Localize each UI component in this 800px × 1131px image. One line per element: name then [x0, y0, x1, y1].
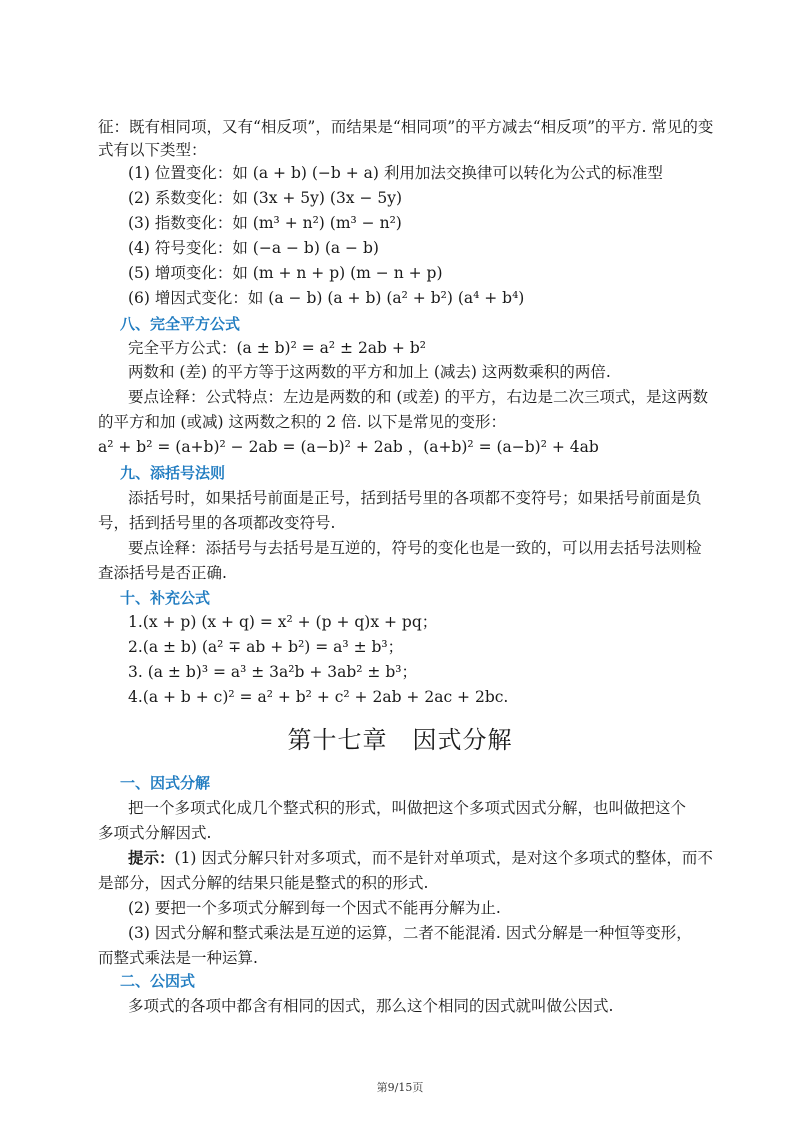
- formula-line: a² + b² = (a+b)² − 2ab = (a−b)² + 2ab ，(a+b)² = (a−b)² + 4ab: [98, 438, 599, 456]
- tip-text: (1) 因式分解只针对多项式，而不是针对单项式，是对这个多项式的整体，而不: [174, 849, 713, 867]
- text-line: 号，括到括号里的各项都改变符号.: [98, 514, 336, 532]
- list-item: (3) 指数变化：如 (m³ + n²) (m³ − n²): [128, 214, 402, 232]
- text-line: 两数和 (差) 的平方等于这两数的平方和加上 (减去) 这两数乘积的两倍.: [128, 363, 611, 381]
- section-heading: 九、添括号法则: [120, 464, 226, 482]
- section-heading: 一、因式分解: [120, 774, 211, 792]
- text-line: 式有以下类型：: [98, 141, 207, 159]
- text-line: 而整式乘法是一种运算.: [98, 949, 258, 967]
- page-number: 第9/15页: [376, 1081, 424, 1094]
- list-item: (1) 位置变化：如 (a + b) (−b + a) 利用加法交换律可以转化为公式的标准型: [128, 164, 663, 182]
- text-line: [128, 847, 738, 869]
- text-line: 多项式分解因式.: [98, 824, 212, 842]
- text-line: 把一个多项式化成几个整式积的形式，叫做把这个多项式因式分解，也叫做把这个: [128, 799, 687, 817]
- text-line: 多项式的各项中都含有相同的因式，那么这个相同的因式就叫做公因式.: [128, 997, 614, 1015]
- text-line: 征：既有相同项，又有“相反项”，而结果是“相同项”的平方减去“相反项”的平方. 常见的变: [98, 118, 714, 136]
- chapter-title: 第十七章 因式分解: [287, 726, 513, 754]
- text-line: (3) 因式分解和整式乘法是互逆的运算，二者不能混淆. 因式分解是一种恒等变形，: [128, 924, 692, 942]
- text-line: 是部分，因式分解的结果只能是整式的积的形式.: [98, 874, 429, 892]
- list-item: (2) 系数变化：如 (3x + 5y) (3x − 5y): [128, 189, 403, 207]
- section-heading: 八、完全平方公式: [120, 315, 241, 333]
- tip-label: 提示：: [128, 848, 175, 867]
- text-line: 要点诠释：添括号与去括号是互逆的，符号的变化也是一致的，可以用去括号法则检: [128, 539, 702, 557]
- text-line: 添括号时，如果括号前面是正号，括到括号里的各项都不变符号；如果括号前面是负: [128, 489, 702, 507]
- text-line: (2) 要把一个多项式分解到每一个因式不能再分解为止.: [128, 899, 501, 917]
- section-heading: 二、公因式: [120, 972, 196, 990]
- text-line: 要点诠释：公式特点：左边是两数的和 (或差) 的平方，右边是二次三项式，是这两数: [128, 388, 708, 406]
- section-heading: 十、补充公式: [120, 589, 211, 607]
- list-item: (6) 增因式变化：如 (a − b) (a + b) (a² + b²) (a⁴ + b⁴): [128, 289, 525, 307]
- text-line: 的平方和加 (或减) 这两数之积的 2 倍. 以下是常见的变形：: [98, 413, 507, 431]
- list-item: (4) 符号变化：如 (−a − b) (a − b): [128, 239, 379, 257]
- list-item: (5) 增项变化：如 (m + n + p) (m − n + p): [128, 264, 443, 282]
- formula-line: 2.(a ± b) (a² ∓ ab + b²) = a³ ± b³；: [128, 638, 404, 656]
- text-line: 查添括号是否正确.: [98, 564, 227, 582]
- formula-line: 1.(x + p) (x + q) = x² + (p + q)x + pq；: [128, 613, 438, 631]
- formula-line: 4.(a + b + c)² = a² + b² + c² + 2ab + 2ac + 2bc.: [128, 688, 509, 706]
- formula-line: 3. (a ± b)³ = a³ ± 3a²b + 3ab² ± b³；: [128, 663, 417, 681]
- formula-line: 完全平方公式：(a ± b)² = a² ± 2ab + b²: [128, 339, 426, 357]
